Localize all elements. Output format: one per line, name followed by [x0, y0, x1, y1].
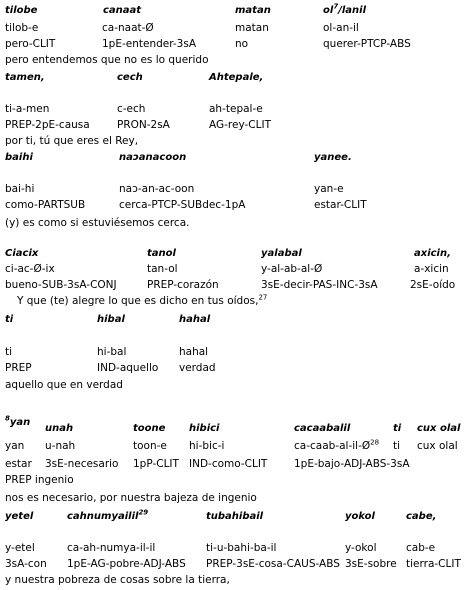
segmentation: ti-a-men	[5, 103, 50, 115]
headword: ol	[323, 5, 334, 16]
gloss: PREP-3sE-cosa-CAUS-ABS	[206, 558, 340, 570]
gloss: IND-aquello	[97, 362, 159, 374]
segmentation: ca-ah-numya-il-il	[67, 542, 156, 554]
segmentation: y-okol	[345, 542, 377, 554]
gloss: 3sE-decir-PAS-INC-3sA	[261, 279, 378, 291]
gloss: estar-CLIT	[314, 199, 367, 211]
headword: matan	[235, 5, 271, 16]
headword: cacaabalil	[294, 423, 351, 434]
segmentation: matan	[235, 22, 269, 34]
headword: yetel	[5, 511, 34, 522]
segmentation: u-nah	[45, 440, 76, 452]
gloss: 1pP-CLIT	[133, 458, 179, 470]
gloss: 3sE-necesario	[45, 458, 119, 470]
gloss: 1pE-AG-pobre-ADJ-ABS	[67, 558, 186, 570]
gloss: IND-como-CLIT	[189, 458, 268, 470]
gloss: 3sA-con	[5, 558, 47, 570]
segmentation: bai-hi	[5, 183, 35, 195]
headword: tanol	[147, 248, 176, 259]
segmentation: naɔ-an-ac-oon	[119, 183, 195, 195]
segmentation: toon-e	[133, 440, 167, 452]
headword: unah	[45, 423, 74, 434]
headword: baihi	[5, 152, 33, 163]
footnote-marker: 27	[258, 293, 268, 302]
gloss: estar	[5, 458, 32, 470]
gloss: PREP-corazón	[147, 279, 219, 291]
headword: cahnumyailil	[67, 511, 139, 522]
gloss: 3sE-sobre	[345, 558, 397, 570]
footnote-marker: 28	[370, 438, 380, 447]
gloss: no	[235, 38, 249, 50]
gloss: tierra-CLIT	[406, 558, 461, 570]
headword-group	[67, 510, 148, 523]
headword: toone	[133, 423, 166, 434]
footnote-marker: 7	[333, 2, 339, 11]
segmentation: cab-e	[406, 542, 436, 554]
translation: (y) es como si estuviésemos cerca.	[5, 217, 190, 229]
segmentation: tilob-e	[5, 22, 39, 34]
gloss: 1pE-bajo-ADJ-ABS-3sA	[294, 458, 410, 470]
segmentation: hi-bal	[97, 346, 127, 358]
headword: tamen,	[5, 72, 45, 83]
segmentation: ti	[393, 440, 401, 452]
gloss: 1pE-entender-3sA	[102, 38, 197, 50]
segmentation: ah-tepal-e	[209, 103, 263, 115]
headword: yanee.	[314, 152, 352, 163]
segmentation: yan	[5, 440, 25, 452]
gloss: verdad	[179, 362, 216, 374]
gloss: PREP	[5, 362, 32, 374]
headword: /lanil	[338, 5, 366, 16]
headword: cux olal	[417, 423, 461, 434]
translation: aquello que en verdad	[5, 379, 123, 391]
translation: pero entendemos que no es lo querido	[5, 54, 209, 66]
segmentation: tan-ol	[147, 263, 178, 275]
gloss: querer-PTCP-ABS	[323, 38, 411, 50]
gloss: PRON-2sA	[117, 119, 170, 131]
footnote-marker: 29	[138, 508, 149, 517]
headword: hibal	[97, 314, 125, 325]
headword: cabe,	[406, 511, 437, 522]
headword-group	[5, 416, 30, 429]
gloss: 2sE-oído	[410, 279, 456, 291]
segmentation: y-al-ab-al-Ø	[261, 263, 323, 275]
segmentation: ol-an-il	[323, 22, 359, 34]
segmentation: ti	[5, 346, 13, 358]
segmentation: a-xicin	[414, 263, 449, 275]
headword: ti	[5, 314, 14, 325]
gloss: pero-CLIT	[5, 38, 56, 50]
segmentation: hi-bic-i	[189, 440, 225, 452]
translation: por ti, tú que eres el Rey,	[5, 135, 139, 147]
headword: canaat	[103, 5, 142, 16]
headword: cech	[117, 72, 143, 83]
gloss: bueno-SUB-3sA-CONJ	[5, 279, 117, 291]
headword: yalabal	[261, 248, 302, 259]
segmentation-group	[294, 440, 379, 453]
headword: hahal	[179, 314, 211, 325]
gloss: cerca-PTCP-SUBdec-1pA	[119, 199, 246, 211]
headword: yokol	[345, 511, 375, 522]
headword: naɔanacoon	[119, 152, 187, 163]
translation-text: Y que (te) alegre lo que es dicho en tus oídos,	[17, 295, 259, 307]
headword: axicin,	[414, 248, 451, 259]
gloss: AG-rey-CLIT	[209, 119, 271, 131]
headword: yan	[9, 417, 31, 428]
footnote-marker: 8	[5, 414, 10, 423]
translation	[17, 295, 267, 308]
headword: ti	[393, 423, 402, 434]
headword: hibici	[189, 423, 220, 434]
headword: tubahibail	[206, 511, 264, 522]
segmentation: ci-ac-Ø-ix	[5, 263, 55, 275]
segmentation: hahal	[179, 346, 209, 358]
translation: y nuestra pobreza de cosas sobre la tierra,	[5, 574, 230, 586]
translation: nos es necesario, por nuestra bajeza de ingenio	[5, 492, 257, 504]
gloss: como-PARTSUB	[5, 199, 86, 211]
headword: tilobe	[5, 5, 38, 16]
segmentation: y-etel	[5, 542, 35, 554]
segmentation: ti-u-bahi-ba-il	[206, 542, 277, 554]
headword-group	[323, 4, 366, 17]
headword: Ciacix	[5, 248, 39, 259]
segmentation: ca-caab-al-il-Ø	[294, 440, 371, 452]
gloss-continuation: PREP ingenio	[5, 474, 74, 486]
segmentation: ca-naat-Ø	[102, 22, 154, 34]
segmentation: cux olal	[417, 440, 458, 452]
gloss: PREP-2pE-causa	[5, 119, 90, 131]
segmentation: c-ech	[117, 103, 146, 115]
headword: Ahtepale,	[209, 72, 264, 83]
segmentation: yan-e	[314, 183, 344, 195]
